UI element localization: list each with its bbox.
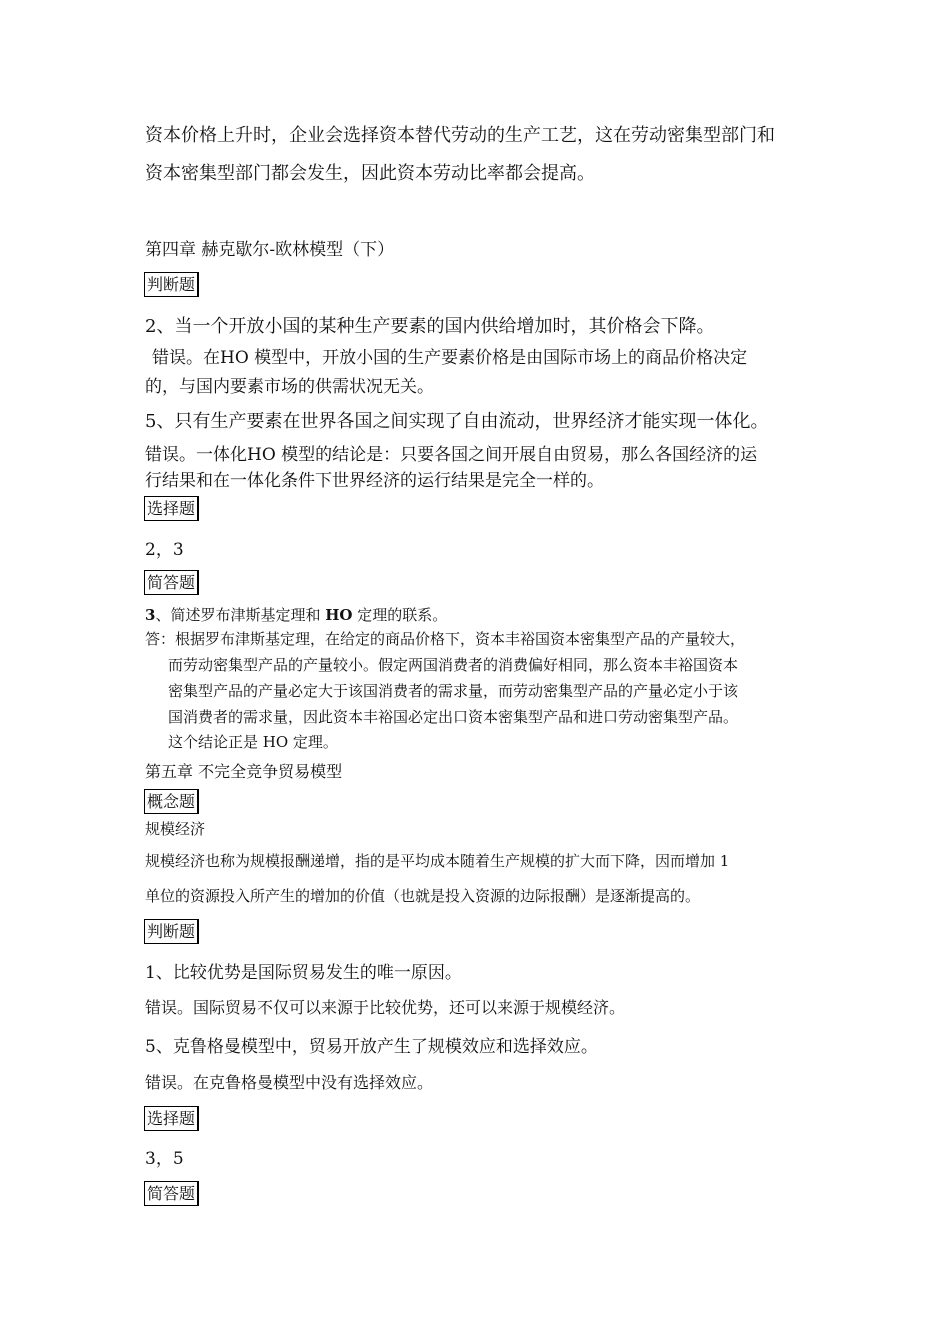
concept-definition-line-1: 规模经济也称为规模报酬递增，指的是平均成本随着生产规模的扩大而下降，因而增加 1 bbox=[145, 852, 730, 870]
short-question-3 bbox=[145, 604, 447, 625]
answer-5-line-1: 错误。一体化HO 模型的结论是：只要各国之间开展自由贸易，那么各国经济的运 bbox=[145, 445, 758, 465]
answer-5-ch5: 错误。在克鲁格曼模型中没有选择效应。 bbox=[145, 1073, 434, 1092]
short-answer-line-2: 而劳动密集型产品的产量较小。假定两国消费者的消费偏好相同，那么资本丰裕国资本 bbox=[168, 656, 739, 674]
short-answer-line-4: 国消费者的需求量，因此资本丰裕国必定出口资本密集型产品和进口劳动密集型产品。 bbox=[168, 708, 739, 726]
section-label-choice: 选择题 bbox=[144, 496, 199, 521]
question-5: 5、只有生产要素在世界各国之间实现了自由流动，世界经济才能实现一体化。 bbox=[145, 411, 769, 432]
answer-5-line-2: 行结果和在一体化条件下世界经济的运行结果是完全一样的。 bbox=[145, 471, 604, 491]
chapter-4-title: 第四章 赫克歇尔-欧林模型（下） bbox=[145, 240, 395, 260]
short-question-text-b: 定理的联系。 bbox=[352, 606, 448, 624]
section-label-short-answer: 简答题 bbox=[144, 570, 199, 595]
answer-1: 错误。国际贸易不仅可以来源于比较优势，还可以来源于规模经济。 bbox=[145, 998, 626, 1017]
short-answer-line-5: 这个结论正是 HO 定理。 bbox=[168, 733, 338, 751]
short-question-number: 3 bbox=[145, 606, 156, 624]
section-label-judge-2: 判断题 bbox=[144, 919, 199, 944]
answer-2-line-1: 错误。在HO 模型中，开放小国的生产要素价格是由国际市场上的商品价格决定 bbox=[152, 348, 748, 368]
choice-answers: 2，3 bbox=[145, 540, 184, 560]
intro-line-1: 资本价格上升时，企业会选择资本替代劳动的生产工艺，这在劳动密集型部门和 bbox=[145, 125, 775, 146]
answer-2-line-2: 的，与国内要素市场的供需状况无关。 bbox=[145, 377, 434, 397]
short-question-text-a: 、简述罗布津斯基定理和 bbox=[155, 606, 326, 624]
question-1: 1、比较优势是国际贸易发生的唯一原因。 bbox=[145, 963, 462, 983]
section-label-concept: 概念题 bbox=[144, 789, 199, 814]
choice-answers-2: 3，5 bbox=[145, 1149, 184, 1169]
intro-line-2: 资本密集型部门都会发生，因此资本劳动比率都会提高。 bbox=[145, 163, 595, 184]
chapter-5-title: 第五章 不完全竞争贸易模型 bbox=[145, 762, 343, 781]
concept-definition-line-2: 单位的资源投入所产生的增加的价值（也就是投入资源的边际报酬）是逐渐提高的。 bbox=[145, 887, 701, 905]
question-5-ch5: 5、克鲁格曼模型中，贸易开放产生了规模效应和选择效应。 bbox=[145, 1037, 598, 1057]
concept-term: 规模经济 bbox=[145, 820, 206, 838]
section-label-judge: 判断题 bbox=[144, 272, 199, 297]
question-2: 2、当一个开放小国的某种生产要素的国内供给增加时，其价格会下降。 bbox=[145, 316, 715, 337]
section-label-short-answer-2: 简答题 bbox=[144, 1181, 199, 1206]
section-label-choice-2: 选择题 bbox=[144, 1106, 199, 1131]
short-answer-line-1: 答：根据罗布津斯基定理，在给定的商品价格下，资本丰裕国资本密集型产品的产量较大， bbox=[145, 630, 746, 648]
short-question-ho: HO bbox=[325, 606, 353, 624]
short-answer-line-3: 密集型产品的产量必定大于该国消费者的需求量，而劳动密集型产品的产量必定小于该 bbox=[168, 682, 739, 700]
